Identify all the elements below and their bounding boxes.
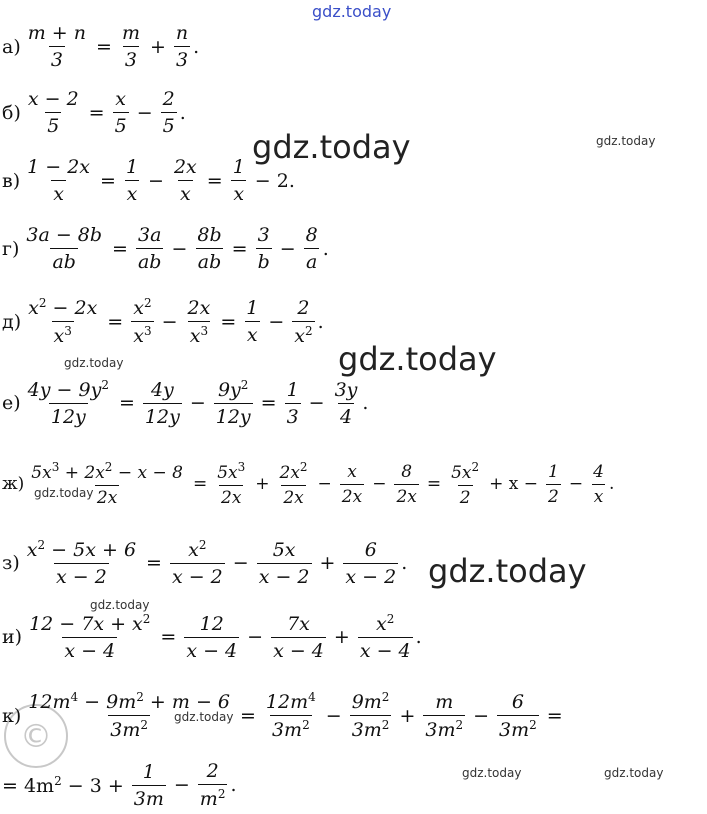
watermark-small-3: gdz.today bbox=[34, 486, 94, 500]
fraction: $\frac{m + n}{3}$ bbox=[27, 22, 87, 71]
watermark-big-3: gdz.today bbox=[428, 552, 587, 590]
equation-z: з) $\frac{x^2 - 5x + 6}{x - 2}$ = $\frac{x^2}{x - 2}$ − $\frac{5x}{x - 2}$ + $\frac{6}{x - 2}$ . bbox=[2, 538, 408, 588]
watermark-small-2: gdz.today bbox=[64, 356, 124, 370]
equation-k-continued: = $4m^2 - 3$ + $\frac{1}{3m}$ − $\frac{2}{m^2}$ . bbox=[2, 760, 237, 810]
equation-i: и) $\frac{12 - 7x + x^2}{x - 4}$ = $\frac{12}{x - 4}$ − $\frac{7x}{x - 4}$ + $\frac{x^2}{x - 4}$ . bbox=[2, 612, 422, 662]
watermark-small-7: gdz.today bbox=[604, 766, 664, 780]
watermark-small-6: gdz.today bbox=[462, 766, 522, 780]
equation-v: в) $\frac{1 - 2x}{x}$ = $\frac{1}{x}$ − $\frac{2x}{x}$ = $\frac{1}{x}$ − 2. bbox=[2, 156, 295, 205]
equation-e: е) $\frac{4y - 9y^2}{12y}$ = $\frac{4y}{12y}$ − $\frac{9y^2}{12y}$ = $\frac{1}{3}$ − $\frac{3y}{4}$ . bbox=[2, 378, 369, 428]
equation-a: а) $\frac{m + n}{3}$ = $\frac{m}{3}$ + $\frac{n}{3}$ . bbox=[2, 22, 200, 71]
equation-g: г) $\frac{3a - 8b}{ab}$ = $\frac{3a}{ab}$ − $\frac{8b}{ab}$ = $\frac{3}{b}$ − $\frac{8}{a}$ . bbox=[2, 224, 329, 273]
watermark-small-1: gdz.today bbox=[596, 134, 656, 148]
watermark-small-4: gdz.today bbox=[90, 598, 150, 612]
watermark-small-5: gdz.today bbox=[174, 710, 234, 724]
equation-zh: ж) $\frac{5x^3 + 2x^2 - x - 8}{2x}$ = $\frac{5x^3}{2x}$ + $\frac{2x^2}{2x}$ − $\frac{x}{2x}$ − $\frac{8}{2x}$ = $\frac{5x^2}{2}$ + x − $\frac{1}{2}$ − $\frac{4}{x}$ . bbox=[2, 460, 615, 508]
copyright-seal-icon: © bbox=[4, 704, 68, 768]
equation-b: б) $\frac{x - 2}{5}$ = $\frac{x}{5}$ − $\frac{2}{5}$ . bbox=[2, 88, 186, 137]
watermark-big-2: gdz.today bbox=[338, 340, 497, 378]
equation-k: к) $\frac{12m^4 - 9m^2 + m - 6}{3m^2}$ = $\frac{12m^4}{3m^2}$ − $\frac{9m^2}{3m^2}$ + $\frac{m}{3m^2}$ − $\frac{6}{3m^2}$ = bbox=[2, 690, 563, 741]
watermark-top: gdz.today bbox=[312, 2, 392, 21]
equation-d: д) $\frac{x^2 - 2x}{x^3}$ = $\frac{x^2}{x^3}$ − $\frac{2x}{x^3}$ = $\frac{1}{x}$ − $\frac{2}{x^2}$ . bbox=[2, 296, 324, 347]
row-label: а) bbox=[2, 35, 21, 58]
watermark-big-1: gdz.today bbox=[252, 128, 411, 166]
